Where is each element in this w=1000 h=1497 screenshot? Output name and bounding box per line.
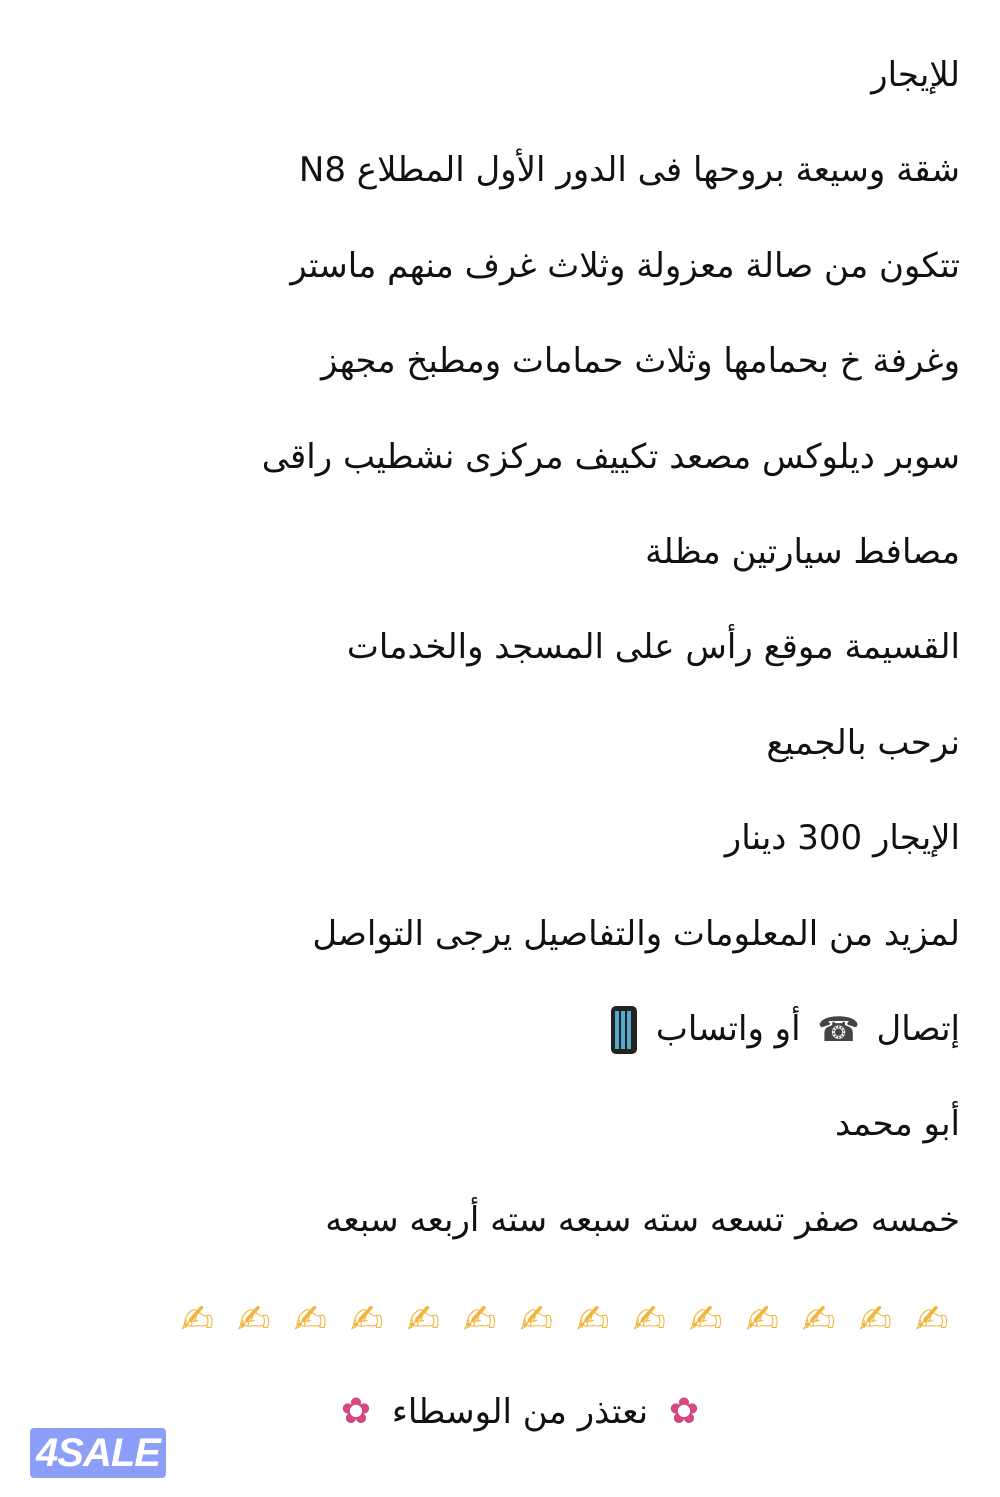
text-line: القسيمة موقع رأس على المسجد والخدمات — [346, 627, 960, 668]
writing-hand-icon: ✍ — [688, 1297, 723, 1343]
whatsapp-label: أو واتساب — [655, 1008, 801, 1049]
writing-hand-icon: ✍ — [632, 1297, 666, 1343]
text-line: شقة وسيعة بروحها فى الدور الأول المطلاع N8 — [298, 150, 960, 191]
ad-text — [40, 0, 960, 1268]
writing-hand-icon: ✍ — [406, 1297, 440, 1343]
writing-hand-icon: ✍ — [180, 1297, 214, 1343]
mobile-phone-icon — [611, 1006, 637, 1054]
text-line: مصافط سيارتين مظلة — [645, 531, 960, 572]
price-line: الإيجار 300 دينار — [724, 818, 960, 859]
writing-hand-icon: ✍ — [745, 1297, 779, 1343]
contact-name: أبو محمد — [835, 1104, 960, 1145]
closing-text: نعتذر من الوسطاء — [391, 1392, 649, 1432]
bouquet-icon: ✿ — [340, 1391, 372, 1432]
title-line: للإيجار — [871, 55, 960, 95]
writing-hand-icon: ✍ — [914, 1297, 949, 1343]
call-label: إتصال — [876, 1008, 960, 1049]
writing-hand-icon: ✍ — [293, 1297, 327, 1343]
writing-hand-icon: ✍ — [462, 1297, 497, 1343]
writing-hand-icon: ✍ — [349, 1297, 384, 1343]
text-line: نرحب بالجميع — [766, 722, 960, 763]
text-line: سوبر ديلوكس مصعد تكييف مركزى نشطيب راقى — [261, 436, 960, 477]
writing-hand-icon: ✍ — [575, 1297, 610, 1343]
writing-hands-row — [160, 1290, 960, 1350]
4sale-logo: 4SALE — [30, 1428, 166, 1478]
bouquet-icon: ✿ — [668, 1391, 700, 1432]
telephone-receiver-icon: ☎ — [817, 1009, 860, 1050]
phone-number-words: خمسه صفر تسعه سته سبعه سته أربعه سبعه — [325, 1199, 960, 1240]
text-line: لمزيد من المعلومات والتفاصيل يرجى التواصل — [312, 913, 960, 954]
text-line: تتكون من صالة معزولة وثلاث غرف منهم ماستر — [290, 245, 960, 286]
writing-hand-icon: ✍ — [236, 1297, 271, 1343]
text-line: وغرفة خ بحمامها وثلاث حمامات ومطبخ مجهز — [320, 341, 960, 382]
writing-hand-icon: ✍ — [801, 1297, 836, 1343]
writing-hand-icon: ✍ — [858, 1297, 892, 1343]
writing-hand-icon: ✍ — [519, 1297, 553, 1343]
contact-line — [40, 982, 960, 1077]
